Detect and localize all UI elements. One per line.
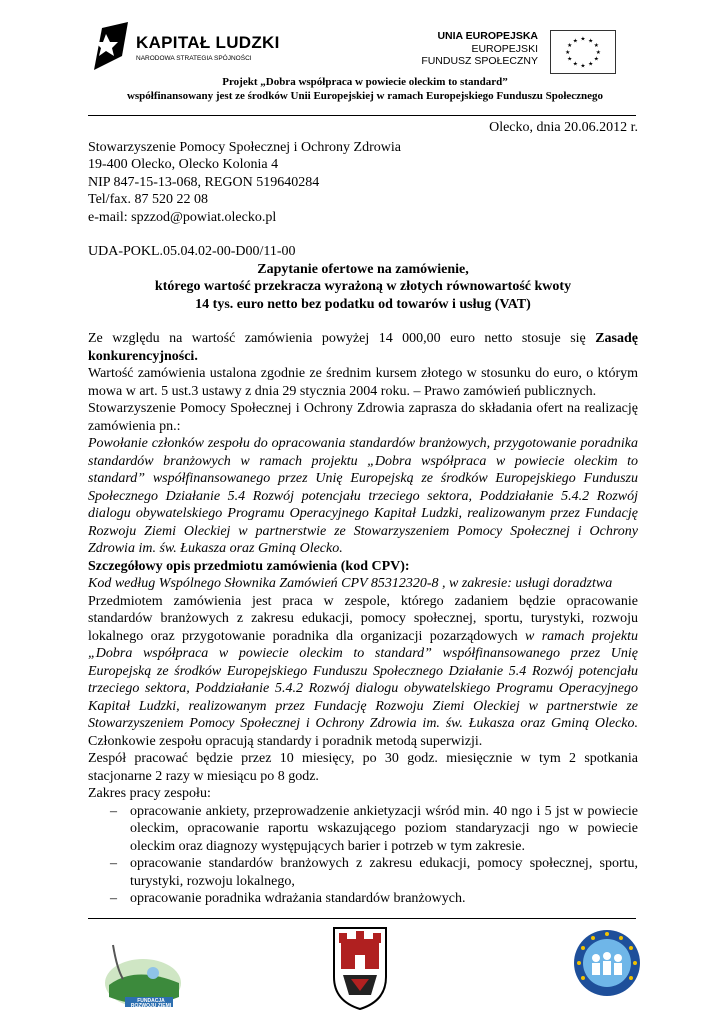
eu-logo [421,30,620,76]
p5-c: Członkowie zespołu opracują standardy i poradnik metodą superwizji. [88,733,483,749]
svg-text:★: ★ [580,63,586,70]
svg-text:★: ★ [567,43,573,50]
svg-text:★: ★ [588,38,594,45]
eu-line-1: UNIA EUROPEJSKA [437,30,538,42]
p1-bold: Zasadę konkurencyjności. [88,331,638,364]
p5-a: Przedmiotem zamówienia jest praca w zespole, którego zadaniem będzie opracowanie standardów branżowych z zakresu edukacji, pomocy społecznej, sportu, turystyki, rozwoju lokalnego oraz przygotowanie poradnika dla organizacji pozarządowych [88,593,638,644]
title-line-2: którego wartość przekracza wyrażoną w złotych równowartość kwoty [154,279,572,294]
paragraph-invitation: Stowarzyszenie Pomocy Społecznej i Ochrony Zdrowia zaprasza do składania ofert na realizację zamówienia pn.: [88,401,638,434]
coat-of-arms-icon [331,925,389,1011]
reference-number: UDA-POKL.05.04.02-00-D00/11-00 [88,244,296,259]
eu-text [421,30,538,68]
p5-b: w ramach projektu „Dobra współpraca w powiecie oleckim to standard” współfinansowanego przez Unię Europejską ze środków Europejskiego Funduszu Społecznego Działanie 5.4 Rozwój potencjału trzeciego sektora, Poddziałanie 5.4.2 Rozwój dialogu obywatelskiego Programu Operacyjnego Kapitał Ludzki, realizowanym przez Fundację Rozwoju Ziemi Oleckiej w partnerstwie ze Stowarzyszeniem Pomocy Społecznej i Ochrony Zdrowia im. św. Łukasza oraz Gminą Olecko. [88,628,638,731]
project-line-2: współfinansowany jest ze środków Unii Europejskiej w ramach Europejskiego Funduszu Społecznego [126,90,604,102]
footer-divider [88,918,636,919]
sender-email: e-mail: spzzod@powiat.olecko.pl [88,209,277,225]
svg-text:★: ★ [567,56,573,63]
title-line-1: Zapytanie ofertowe na zamówienie, [257,261,469,277]
sender-ids: NIP 847-15-13-068, REGON 519640284 [88,174,320,190]
paragraph-task-name: Powołanie członków zespołu do opracowania standardów branżowych, przygotowanie poradnika standardów branżowych w ramach projektu „Dobra współpraca w powiecie oleckim to standard” współfinansowanego przez Unię Europejską ze środków Europejskiego Funduszu Społecznego Działanie 5.4 Rozwój potencjału trzeciego sektora, Poddziałanie 5.4.2 Rozwój dialogu obywatelskiego Programu Operacyjnego Kapitał Ludzki, realizowanym przez Fundację Rozwoju Ziemi Oleckiej w partnerstwie ze Stowarzyszeniem Pomocy Społecznej i Ochrony Zdrowia im. św. Łukasza oraz Gminą Olecko. [88,436,638,556]
svg-text:★: ★ [593,43,599,50]
paragraph-scope: Zakres pracy zespołu: [88,786,211,801]
paragraph-competition-rule [88,330,638,365]
document-body [88,119,638,908]
fundacja-logo [95,925,185,1015]
section-heading: Szczegółowy opis przedmiotu zamówienia (kod CPV): [88,558,410,574]
sender-address: 19-400 Olecko, Olecko Kolonia 4 [88,157,279,172]
title-line-3: 14 tys. euro netto bez podatku od towarów i usług (VAT) [195,296,531,312]
p1-text: Ze względu na wartość zamówienia powyżej 14 000,00 euro netto stosuje się [88,331,596,346]
project-line-1: Projekt „Dobra współpraca w powiecie oleckim to standard” [222,76,508,88]
sender-name: Stowarzyszenie Pomocy Społecznej i Ochrony Zdrowia [88,139,401,155]
list-item: – opracowanie ankiety, przeprowadzenie ankietyzacji wśród min. 40 ngo i 5 jst w powiecie oleckim, opracowanie raportu wskazującego poziom standaryzacji ngo w powiecie oleckim oraz diagnozy występujących barier i potrzeb w tym zakresie. [88,803,638,856]
header-divider [88,115,636,116]
svg-text:★: ★ [565,49,571,56]
fundacja-label: FUNDACJA ROZWOJU ZIEMI OLECKIEJ [130,998,172,1014]
list-item: – opracowanie standardów branżowych z zakresu edukacji, pomocy społecznej, sportu, turystyki, rozwoju lokalnego, [88,855,638,890]
eu-line-3: FUNDUSZ SPOŁECZNY [421,55,538,67]
scope-list [88,803,638,908]
svg-text:★: ★ [572,61,578,68]
kapital-ludzki-subtitle: NARODOWA STRATEGIA SPÓJNOŚCI [136,55,252,62]
cpv-code: Kod według Wspólnego Słownika Zamówień CPV 85312320-8 , w zakresie: usługi doradztwa [88,576,613,591]
project-header [60,75,670,103]
list-item: – opracowanie poradnika wdrażania standardów branżowych. [88,890,638,908]
eu-flag-icon [550,30,616,74]
sender-phone: Tel/fax. 87 520 22 08 [88,192,208,207]
stowarzyszenie-logo [572,928,642,998]
paragraph-subject [88,593,638,751]
paragraph-schedule: Zespół pracować będzie przez 10 miesięcy, po 30 godz. miesięcznie w tym 2 spotkania stacjonarne 2 razy w miesiącu po 8 godz. [88,751,638,784]
eu-line-2: EUROPEJSKI [471,42,538,55]
olecko-coat-of-arms [331,925,389,1011]
stowarzyszenie-emblem-icon [572,928,642,998]
kapital-ludzki-emblem-icon [88,20,132,72]
svg-text:★: ★ [593,56,599,63]
svg-text:★: ★ [580,36,586,43]
kapital-ludzki-logo [88,20,278,76]
document-date: Olecko, dnia 20.06.2012 r. [489,120,638,135]
svg-text:★: ★ [572,38,578,45]
svg-text:★: ★ [595,49,601,56]
paragraph-value: Wartość zamówienia ustalona zgodnie ze średnim kursem złotego w stosunku do euro, o którym mowa w art. 5 ust.3 ustawy z dnia 29 stycznia 2004 roku. – Prawo zamówień publicznych. [88,366,638,399]
svg-text:★: ★ [588,61,594,68]
kapital-ludzki-title: KAPITAŁ LUDZKI [136,33,280,52]
